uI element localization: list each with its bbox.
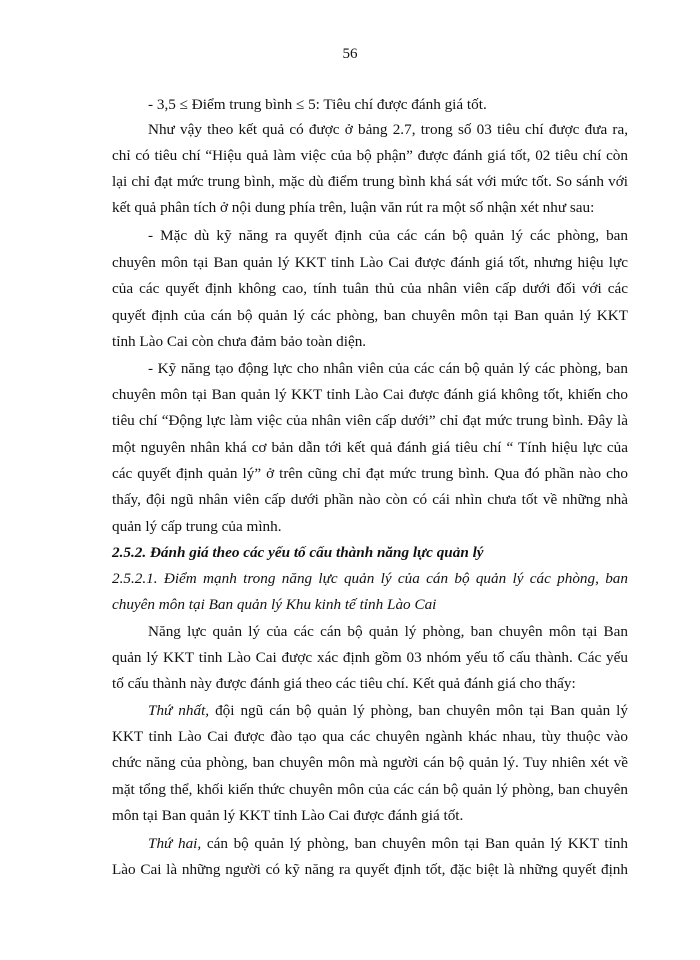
text-line	[148, 227, 628, 245]
line-text: thấy, đội ngũ nhân viên cấp dưới phần nào còn có cái nhìn chưa tốt về những nhà	[112, 491, 628, 508]
text-line	[112, 386, 628, 404]
text-line	[148, 623, 628, 641]
text-line	[112, 807, 628, 825]
line-text: quản lý cấp trung của mình.	[112, 518, 282, 535]
line-text: của các quyết định không cao, tính tuân thủ của nhân viên cấp dưới đối với các	[112, 280, 628, 297]
line-text: - Mặc dù kỹ năng ra quyết định của các cán bộ quản lý các phòng, ban	[148, 227, 628, 244]
line-text: chức năng của phòng, ban chuyên môn mà người cán bộ quản lý. Tuy nhiên xét về	[112, 754, 628, 771]
text-line	[112, 649, 628, 667]
emphasis-prefix: Thứ nhất,	[148, 702, 210, 719]
line-text: Năng lực quản lý của các cán bộ quản lý phòng, ban chuyên môn tại Ban	[148, 623, 628, 640]
line-text: tố cấu thành này được đánh giá theo các tiêu chí. Kết quả đánh giá cho thấy:	[112, 675, 576, 692]
line-text: một nguyên nhân khá cơ bản dẫn tới kết quả đánh giá tiêu chí “ Tính hiệu lực của	[112, 439, 628, 456]
line-text: quản lý KKT tỉnh Lào Cai được xác định gồm 03 nhóm yếu tố cấu thành. Các yếu	[112, 649, 628, 666]
subsection-heading	[112, 596, 628, 614]
text-line	[112, 754, 628, 772]
text-line	[112, 280, 628, 298]
section-heading	[112, 544, 628, 562]
line-text	[148, 702, 628, 720]
text-line	[112, 173, 628, 191]
text-line	[112, 861, 628, 879]
text-line	[112, 147, 628, 165]
text-line	[112, 675, 628, 693]
line-rest: đội ngũ cán bộ quản lý phòng, ban chuyên môn tại Ban quản lý	[209, 702, 628, 719]
line-text: tỉnh Lào Cai còn chưa đảm bảo toàn diện.	[112, 333, 367, 350]
text-line	[112, 199, 628, 217]
text-line	[112, 412, 628, 430]
text-line	[148, 835, 628, 853]
text-line	[112, 518, 628, 536]
text-line	[148, 702, 628, 720]
line-text: chuyên môn tại Ban quản lý KKT tỉnh Lào Cai được đánh giá tốt, nhưng hiệu lực	[112, 254, 628, 271]
line-text: - Kỹ năng tạo động lực cho nhân viên của các cán bộ quản lý các phòng, ban	[148, 360, 628, 377]
text-line	[112, 254, 628, 272]
line-text: tiêu chí “Động lực làm việc của nhân viên cấp dưới” chỉ đạt mức trung bình. Đây là	[112, 412, 628, 429]
line-text: 2.5.2.1. Điểm mạnh trong năng lực quản lý của cán bộ quản lý các phòng, ban	[112, 570, 628, 587]
text-line	[112, 307, 628, 325]
line-text: - 3,5 ≤ Điểm trung bình ≤ 5: Tiêu chí được đánh giá tốt.	[148, 96, 487, 113]
text-line	[148, 360, 628, 378]
line-text	[148, 835, 628, 853]
line-text: Như vậy theo kết quả có được ở bảng 2.7, trong số 03 tiêu chí được đưa ra,	[148, 121, 628, 138]
line-rest: cán bộ quản lý phòng, ban chuyên môn tại Ban quản lý KKT tỉnh	[201, 835, 628, 852]
text-line	[112, 491, 628, 509]
line-text: KKT tỉnh Lào Cai được đào tạo qua các chuyên ngành khác nhau, tùy thuộc vào	[112, 728, 628, 745]
line-text: quyết định của cán bộ quản lý các phòng, ban chuyên môn tại Ban quản lý KKT	[112, 307, 628, 324]
line-text: chỉ có tiêu chí “Hiệu quả làm việc của bộ phận” được đánh giá tốt, 02 tiêu chí còn	[112, 147, 628, 164]
text-line	[112, 439, 628, 457]
line-text: các quyết định quản lý” ở trên cũng chỉ đạt mức trung bình. Qua đó phần nào cho	[112, 465, 628, 482]
line-text: chuyên môn tại Ban quản lý KKT tỉnh Lào Cai được đánh giá không tốt, khiến cho	[112, 386, 628, 403]
text-line	[148, 121, 628, 139]
text-line	[112, 465, 628, 483]
text-line	[112, 781, 628, 799]
line-text: lại chỉ đạt mức trung bình, mặc dù điểm trung bình khá sát với mức tốt. So sánh với	[112, 173, 628, 190]
line-text: môn tại Ban quản lý KKT tỉnh Lào Cai được đánh giá tốt.	[112, 807, 464, 824]
emphasis-prefix: Thứ hai,	[148, 835, 202, 852]
page-number: 56	[342, 46, 358, 62]
line-text: 2.5.2. Đánh giá theo các yếu tố cấu thành năng lực quản lý	[112, 544, 484, 561]
text-line	[112, 728, 628, 746]
subsection-heading	[112, 570, 628, 588]
text-line	[148, 96, 628, 114]
line-text: Lào Cai là những người có kỹ năng ra quyết định tốt, đặc biệt là những quyết định	[112, 861, 628, 878]
line-text: mặt tổng thể, khối kiến thức chuyên môn của các cán bộ quản lý phòng, ban chuyên	[112, 781, 628, 798]
line-text: kết quả phân tích ở nội dung phía trên, luận văn rút ra một số nhận xét như sau:	[112, 199, 595, 216]
text-line	[112, 333, 628, 351]
line-text: chuyên môn tại Ban quản lý Khu kinh tế tỉnh Lào Cai	[112, 596, 437, 613]
